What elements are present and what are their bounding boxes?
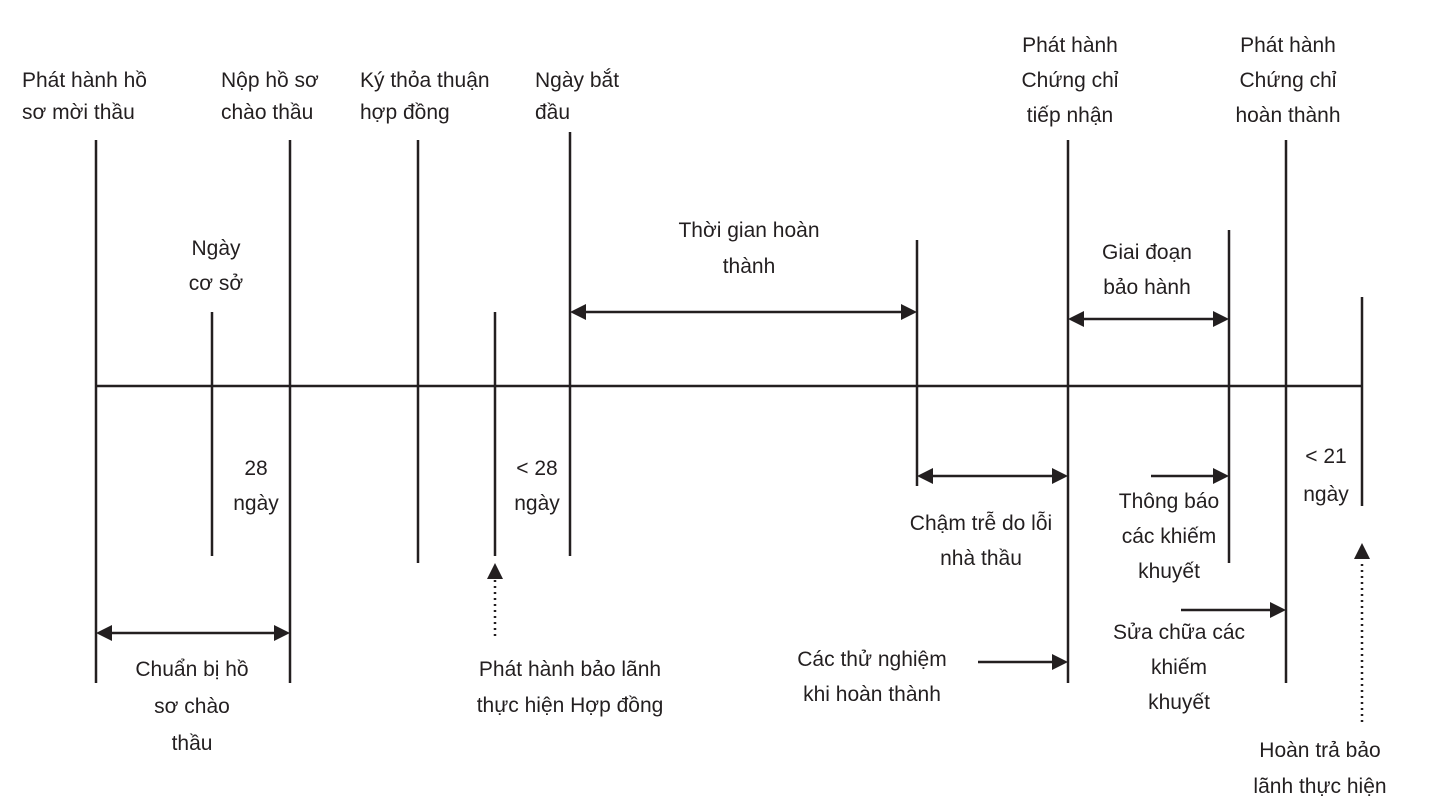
- label-taking-over-certificate-line-2: Chứng chỉ: [1021, 69, 1119, 92]
- label-return-security-line-2: lãnh thực hiện: [1253, 775, 1387, 796]
- label-defects-period-line-1: Giai đoạn: [1102, 241, 1192, 264]
- label-commencement-date-line-2: đầu: [535, 101, 571, 124]
- label-performance-security: [477, 658, 664, 717]
- label-sign-agreement-line-1: Ký thỏa thuận: [360, 69, 490, 92]
- performance-security-dotted-arrow: [487, 563, 503, 636]
- prepare-tender-arrow: [96, 625, 290, 641]
- remedy-defects-arrow: [1181, 602, 1286, 618]
- label-submit-tender-line-2: chào thầu: [221, 101, 314, 124]
- label-contractor-delay: [910, 512, 1052, 570]
- label-remedy-defects: [1113, 621, 1245, 714]
- label-completion-certificate: [1235, 34, 1340, 127]
- label-base-date-line-2: cơ sở: [188, 272, 244, 295]
- label-28-days: [233, 457, 279, 515]
- label-commencement-date: [535, 69, 619, 124]
- label-prepare-tender-line-3: thầu: [171, 732, 213, 755]
- notify-defects-arrow: [1151, 468, 1229, 484]
- contractor-delay-arrow: [917, 468, 1068, 484]
- label-less-than-28-days: [514, 457, 560, 515]
- label-issue-tender-docs-line-2: sơ mời thầu: [22, 101, 135, 124]
- label-less-than-28-days-line-1: < 28: [516, 457, 558, 480]
- label-issue-tender-docs: [22, 69, 147, 124]
- time-for-completion-arrow: [570, 304, 917, 320]
- label-return-security-line-1: Hoàn trả bảo: [1259, 739, 1381, 762]
- label-base-date: [189, 237, 244, 295]
- label-defects-period: [1102, 241, 1192, 299]
- label-completion-certificate-line-3: hoàn thành: [1235, 104, 1341, 127]
- label-notify-defects-line-1: Thông báo: [1118, 490, 1220, 513]
- label-notify-defects-line-2: các khiếm: [1121, 525, 1217, 548]
- label-less-than-21-days-line-2: ngày: [1303, 483, 1349, 506]
- label-28-days-line-2: ngày: [233, 492, 279, 515]
- label-sign-agreement-line-2: hợp đồng: [360, 101, 450, 124]
- label-remedy-defects-line-2: khiếm: [1150, 656, 1208, 679]
- label-time-for-completion-line-1: Thời gian hoàn: [678, 219, 820, 242]
- label-prepare-tender: [135, 658, 248, 755]
- label-submit-tender: [221, 69, 319, 124]
- defects-period-arrow: [1068, 311, 1229, 327]
- label-prepare-tender-line-2: sơ chào: [154, 695, 230, 718]
- label-tests-on-completion: [797, 648, 946, 706]
- label-less-than-21-days: [1303, 445, 1349, 506]
- label-notify-defects-line-3: khuyết: [1138, 560, 1200, 583]
- label-remedy-defects-line-1: Sửa chữa các: [1112, 621, 1246, 644]
- tests-on-completion-arrow: [978, 654, 1068, 670]
- return-security-dotted-arrow: [1354, 543, 1370, 722]
- label-prepare-tender-line-1: Chuẩn bị hồ: [135, 658, 249, 681]
- label-28-days-line-1: 28: [244, 457, 268, 480]
- label-remedy-defects-line-3: khuyết: [1148, 691, 1210, 714]
- label-completion-certificate-line-2: Chứng chỉ: [1239, 69, 1337, 92]
- label-tests-on-completion-line-1: Các thử nghiệm: [797, 648, 947, 671]
- label-sign-agreement: [360, 69, 490, 124]
- label-taking-over-certificate-line-3: tiếp nhận: [1026, 104, 1114, 127]
- label-layer: [22, 34, 1387, 796]
- label-commencement-date-line-1: Ngày bắt: [535, 69, 620, 92]
- label-time-for-completion-line-2: thành: [722, 255, 776, 278]
- label-contractor-delay-line-1: Chậm trễ do lỗi: [909, 512, 1053, 535]
- label-completion-certificate-line-1: Phát hành: [1240, 34, 1336, 57]
- label-tests-on-completion-line-2: khi hoàn thành: [803, 683, 941, 706]
- label-base-date-line-1: Ngày: [191, 237, 241, 260]
- label-performance-security-line-1: Phát hành bảo lãnh: [478, 658, 662, 681]
- label-notify-defects: [1119, 490, 1219, 583]
- label-less-than-21-days-line-1: < 21: [1305, 445, 1347, 468]
- label-defects-period-line-2: bảo hành: [1103, 276, 1191, 299]
- label-return-security: [1253, 739, 1386, 796]
- label-performance-security-line-2: thực hiện Hợp đồng: [476, 694, 664, 717]
- label-taking-over-certificate: [1022, 34, 1119, 127]
- label-submit-tender-line-1: Nộp hồ sơ: [221, 69, 319, 92]
- label-taking-over-certificate-line-1: Phát hành: [1022, 34, 1118, 57]
- label-issue-tender-docs-line-1: Phát hành hồ: [22, 69, 147, 92]
- label-time-for-completion: [678, 219, 819, 278]
- label-less-than-28-days-line-2: ngày: [514, 492, 560, 515]
- label-contractor-delay-line-2: nhà thầu: [940, 547, 1022, 570]
